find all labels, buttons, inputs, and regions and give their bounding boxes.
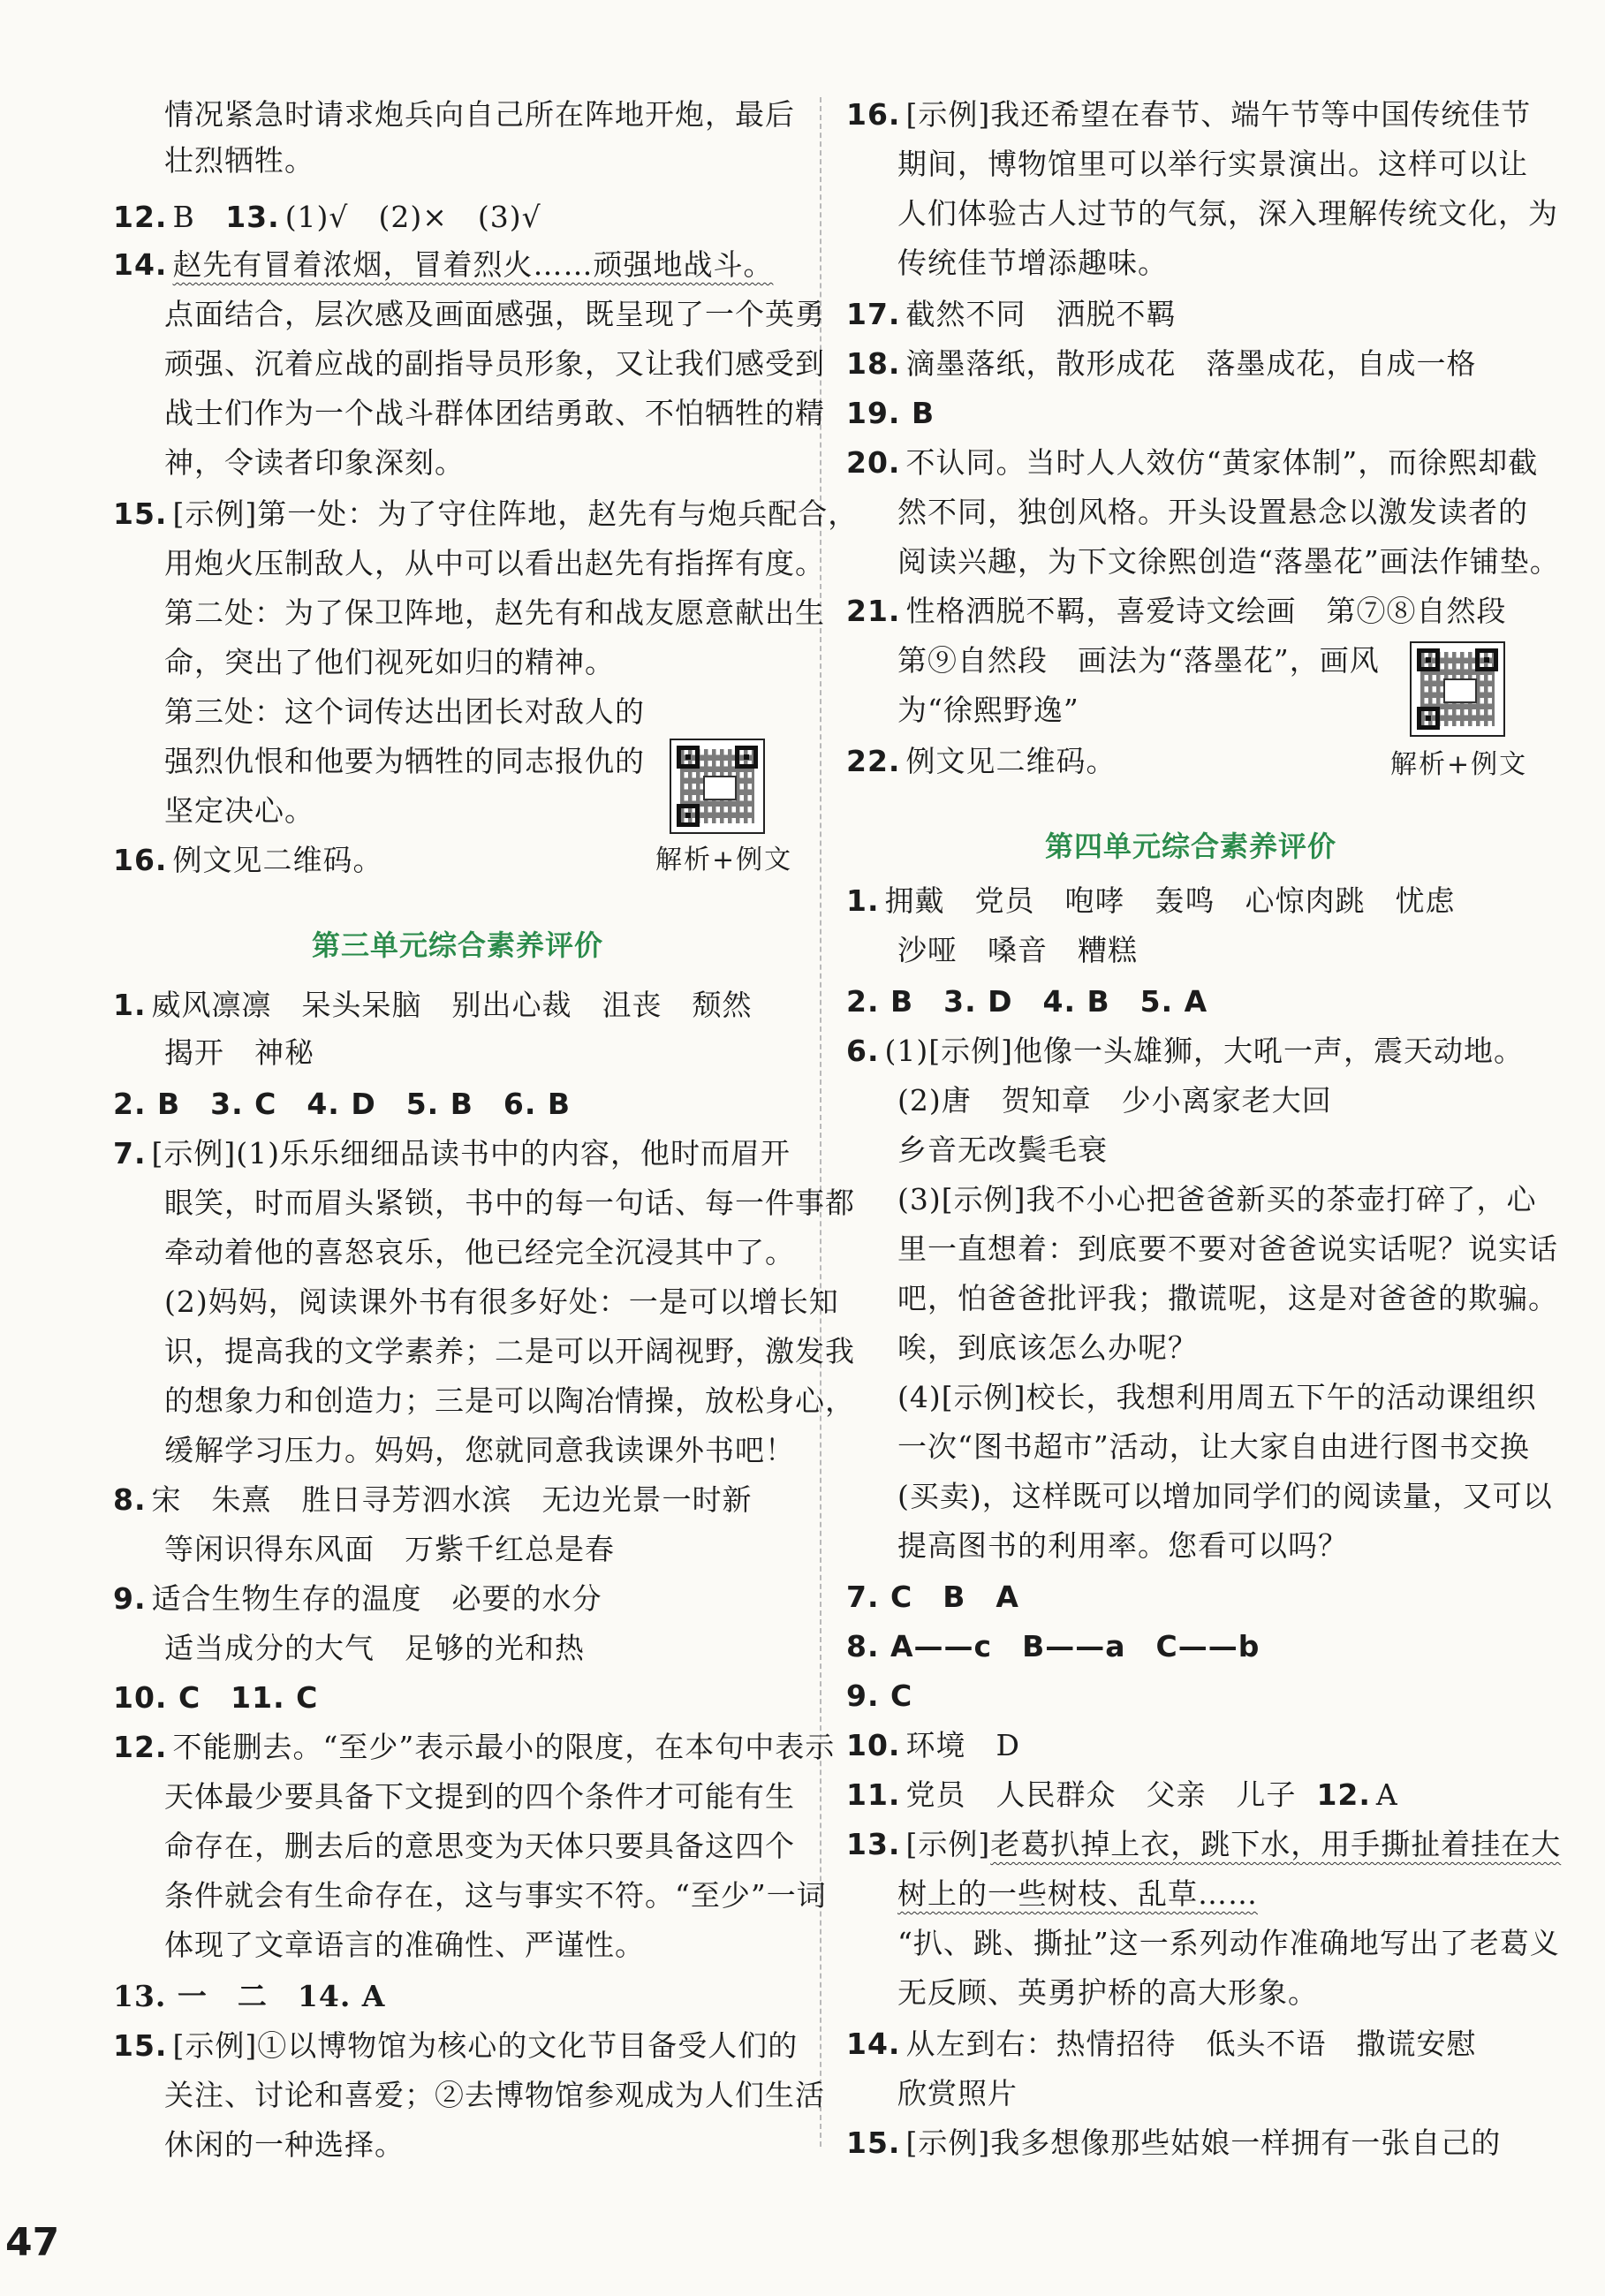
question-number: 16. — [113, 843, 168, 877]
question-number: 14. — [113, 247, 168, 282]
text-line: 用炮火压制敌人，从中可以看出赵先有指挥有度。 — [164, 546, 825, 580]
text-line: 为“徐熙野逸” — [897, 693, 1079, 727]
question-number: 18. — [846, 346, 901, 381]
question-number: 9. — [113, 1581, 147, 1616]
qr-caption: 解析+例文 — [655, 845, 793, 875]
answer-line — [846, 345, 1476, 383]
answer-text: 党员 人民群众 父亲 儿子 — [905, 1777, 1297, 1812]
text-line: 强烈仇恨和他要为牺牲的同志报仇的 — [164, 744, 645, 778]
answer-text: 适合生物生存的温度 必要的水分 — [151, 1581, 602, 1616]
question-number: 22. — [846, 744, 901, 778]
text-line: 阅读兴趣，为下文徐熙创造“落墨花”画法作铺垫。 — [897, 544, 1560, 579]
text-line: 识，提高我的文学素养；二是可以开阔视野，激发我 — [164, 1334, 855, 1368]
answer-text: [示例](1)乐乐细细品读书中的内容，他时而眉开 — [151, 1136, 791, 1171]
answer-line — [846, 882, 1456, 921]
text-line: 条件就会有生命存在，这与事实不符。“至少”一词 — [164, 1878, 827, 1913]
text-line: (4)[示例]校长，我想利用周五下午的活动课组织 — [897, 1380, 1537, 1414]
answer-text: B — [172, 200, 195, 234]
section-heading: 第三单元综合素养评价 — [311, 928, 603, 962]
answer-line — [846, 1726, 1020, 1765]
answer-text: 例文见二维码。 — [905, 744, 1117, 778]
question-number: 8. — [113, 1482, 147, 1517]
text-line: 期间，博物馆里可以举行实景演出。这样可以让 — [897, 147, 1528, 181]
text-line: “扒、跳、撕扯”这一系列动作准确地写出了老葛义 — [897, 1926, 1560, 1960]
text-line: 里一直想着：到底要不要对爸爸说实话呢？说实话 — [897, 1231, 1558, 1266]
question-number: 17. — [846, 297, 901, 331]
question-number: 1. — [113, 988, 147, 1022]
question-number: 15. — [846, 2126, 901, 2160]
answer-text: 性格洒脱不羁，喜爱诗文绘画 第⑦⑧自然段 — [905, 594, 1507, 628]
answer-text: 截然不同 洒脱不羁 — [905, 297, 1177, 331]
text-line: (2)唐 贺知章 少小离家老大回 — [897, 1083, 1332, 1118]
page-number: 47 — [5, 2220, 60, 2265]
answer-text: 拥戴 党员 咆哮 轰鸣 心惊肉跳 忧虑 — [884, 883, 1456, 918]
text-line: 然不同，独创风格。开头设置悬念以激发读者的 — [897, 495, 1528, 529]
answer-text: [示例]我还希望在春节、端午节等中国传统佳节 — [905, 97, 1532, 132]
text-line: 眼笑，时而眉头紧锁，书中的每一句话、每一件事都 — [164, 1186, 855, 1220]
answer-text: 宋 朱熹 胜日寻芳泗水滨 无边光景一时新 — [151, 1482, 753, 1517]
answer-line — [113, 1134, 791, 1173]
answer-text: [示例]我多想像那些姑娘一样拥有一张自己的 — [905, 2126, 1502, 2160]
question-number: 11. — [846, 1777, 901, 1812]
answer-text: [示例]①以博物馆为核心的文化节目备受人们的 — [172, 2028, 799, 2063]
answer-line: 8. A——c B——a C——b — [846, 1629, 1261, 1663]
answer-text: 不认同。当时人人效仿“黄家体制”，而徐熙却截 — [905, 445, 1539, 480]
text-line: 命存在，删去后的意思变为天体只要具备这四个 — [164, 1829, 795, 1863]
text-line: 壮烈牺牲。 — [164, 143, 314, 178]
answer-text: 威风凛凛 呆头呆脑 别出心裁 沮丧 颓然 — [151, 988, 753, 1022]
text-line: 适当成分的大气 足够的光和热 — [164, 1631, 585, 1665]
text-line: 神，令读者印象深刻。 — [164, 445, 465, 480]
text-line: (3)[示例]我不小心把爸爸新买的茶壶打碎了，心 — [897, 1182, 1537, 1216]
text-line: 等闲识得东风面 万紫千红总是春 — [164, 1532, 615, 1566]
question-number: 10. — [846, 1728, 901, 1762]
question-number: 15. — [113, 2028, 168, 2063]
text-line: 体现了文章语言的准确性、严谨性。 — [164, 1928, 645, 1962]
question-number: 14. — [846, 2027, 901, 2061]
answer-text: 环境 D — [905, 1728, 1020, 1762]
answer-line — [113, 1728, 835, 1767]
question-number: 12. — [113, 200, 168, 234]
text-line — [897, 1875, 1258, 1913]
text-line: 一次“图书超市”活动，让大家自由进行图书交换 — [897, 1429, 1530, 1464]
answer-line: 2. B 3. D 4. B 5. A — [846, 984, 1208, 1019]
text-line: 命，突出了他们视死如归的精神。 — [164, 645, 615, 679]
answer-line — [846, 2025, 1476, 2064]
answer-line — [113, 246, 773, 284]
answer-prefix: [示例] — [905, 1827, 991, 1861]
answer-line — [846, 592, 1506, 631]
question-number: 7. — [113, 1136, 147, 1171]
text-line: 牵动着他的喜怒哀乐，他已经完全沉浸其中了。 — [164, 1235, 795, 1269]
text-line: 沙哑 嗓音 糟糕 — [897, 933, 1138, 967]
answer-line — [113, 495, 858, 534]
answer-line — [846, 295, 1176, 334]
underlined-quote: 老葛扒掉上衣，跳下水，用手撕扯着挂在大 — [990, 1827, 1562, 1861]
answer-line: 2. B 3. C 4. D 5. B 6. B — [113, 1087, 572, 1121]
question-number: 21. — [846, 594, 901, 628]
text-line: 吧，怕爸爸批评我；撒谎呢，这是对爸爸的欺骗。 — [897, 1281, 1558, 1315]
text-line: 乡音无改鬓毛衰 — [897, 1133, 1108, 1167]
underlined-quote: 赵先有冒着浓烟，冒着烈火……顽强地战斗。 — [172, 247, 774, 282]
answer-line — [113, 2027, 798, 2065]
answer-line — [113, 1481, 753, 1519]
text-line: 休闲的一种选择。 — [164, 2127, 405, 2162]
text-line: 的想象力和创造力；三是可以陶冶情操，放松身心， — [164, 1383, 855, 1418]
answer-line — [846, 742, 1116, 781]
answer-line: 9. C — [846, 1678, 913, 1713]
answer-line — [846, 443, 1538, 482]
text-line: 战士们作为一个战斗群体团结勇敢、不怕牺牲的精 — [164, 396, 825, 430]
text-line: (2)妈妈，阅读课外书有很多好处：一是可以增长知 — [164, 1284, 839, 1319]
answer-line: 13. 一 二 14. A — [113, 1979, 386, 2013]
qr-code[interactable] — [670, 739, 765, 834]
text-line: 揭开 神秘 — [164, 1035, 314, 1070]
question-number: 1. — [846, 883, 880, 918]
answer-line — [846, 2124, 1501, 2163]
qr-code[interactable] — [1410, 641, 1505, 737]
text-line: 点面结合，层次感及画面感强，既呈现了一个英勇 — [164, 297, 825, 331]
section-heading: 第四单元综合素养评价 — [1044, 830, 1336, 863]
question-number: 15. — [113, 496, 168, 531]
answer-line — [846, 1032, 1524, 1071]
answer-text: [示例]第一处：为了守住阵地，赵先有与炮兵配合， — [172, 496, 859, 531]
question-number: 20. — [846, 445, 901, 480]
answer-line: 7. C B A — [846, 1580, 1019, 1614]
question-number: 12. — [1316, 1777, 1371, 1812]
text-line: (买卖)，这样既可以增加同学们的阅读量，又可以 — [897, 1479, 1553, 1513]
answer-line — [846, 1776, 1398, 1815]
answer-text: A — [1375, 1777, 1398, 1812]
answer-text: (1)[示例]他像一头雄狮，大吼一声，震天动地。 — [884, 1034, 1524, 1068]
question-number: 13. — [846, 1827, 901, 1861]
answer-line — [113, 1580, 602, 1618]
underlined-quote: 树上的一些树枝、乱草…… — [897, 1876, 1258, 1911]
text-line: 天体最少要具备下文提到的四个条件才可能有生 — [164, 1779, 795, 1814]
text-line: 第三处：这个词传达出团长对敌人的 — [164, 694, 645, 729]
answer-text: (1)√ (2)× (3)√ — [284, 200, 541, 234]
question-number: 13. — [225, 200, 280, 234]
answer-line — [846, 95, 1531, 134]
text-line: 顽强、沉着应战的副指导员形象，又让我们感受到 — [164, 346, 825, 381]
text-line: 唉，到底该怎么办呢？ — [897, 1330, 1198, 1365]
answer-line — [113, 841, 382, 880]
text-line: 传统佳节增添趣味。 — [897, 246, 1168, 280]
answer-line: 19. B — [846, 396, 935, 430]
text-line: 关注、讨论和喜爱；②去博物馆参观成为人们生活 — [164, 2078, 825, 2112]
qr-caption: 解析+例文 — [1390, 749, 1528, 780]
text-line: 缓解学习压力。妈妈，您就同意我读课外书吧！ — [164, 1433, 795, 1467]
text-line: 情况紧急时请求炮兵向自己所在阵地开炮，最后 — [164, 97, 795, 132]
answer-line: 10. C 11. C — [113, 1680, 319, 1715]
question-number: 12. — [113, 1730, 168, 1764]
text-line: 提高图书的利用率。您看可以吗？ — [897, 1528, 1348, 1563]
answer-text: 不能删去。“至少”表示最小的限度，在本句中表示 — [172, 1730, 836, 1764]
question-number: 16. — [846, 97, 901, 132]
text-line: 无反顾、英勇护桥的高大形象。 — [897, 1975, 1318, 2010]
text-line: 人们体验古人过节的气氛，深入理解传统文化，为 — [897, 196, 1558, 231]
text-line: 第二处：为了保卫阵地，赵先有和战友愿意献出生 — [164, 595, 825, 630]
answer-text: 从左到右：热情招待 低头不语 撒谎安慰 — [905, 2027, 1477, 2061]
answer-line — [113, 986, 753, 1025]
text-line: 坚定决心。 — [164, 793, 314, 828]
text-line: 第⑨自然段 画法为“落墨花”，画风 — [897, 643, 1380, 678]
text-line: 欣赏照片 — [897, 2076, 1018, 2110]
question-number: 6. — [846, 1034, 880, 1068]
answer-line — [846, 1825, 1561, 1864]
answer-text: 滴墨落纸，散形成花 落墨成花，自成一格 — [905, 346, 1477, 381]
answer-text: 例文见二维码。 — [172, 843, 383, 877]
answer-line — [113, 198, 541, 237]
